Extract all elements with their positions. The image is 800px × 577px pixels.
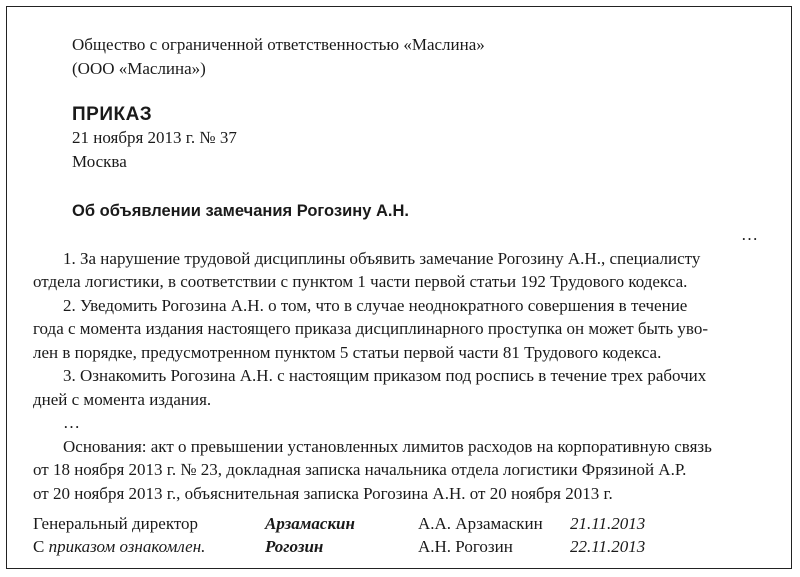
body-line: Основания: акт о превышении установленных лимитов расходов на корпоративную связь <box>63 436 712 456</box>
organization-header <box>72 33 485 80</box>
director-position: Генеральный директор <box>33 514 199 533</box>
order-subject: Об объявлении замечания Рогозину А.Н. <box>72 202 409 220</box>
order-meta <box>72 126 237 173</box>
signature-col-position <box>33 512 205 558</box>
order-body <box>33 223 765 505</box>
body-line: дней с момента издания. <box>33 389 212 409</box>
body-line: 1. За нарушение трудовой дисциплины объявить замечание Рогозину А.Н., специалисту <box>63 248 701 268</box>
body-line: 3. Ознакомить Рогозина А.Н. с настоящим приказом под роспись в течение трех рабочих <box>63 366 707 385</box>
acknowledged-date: 22.11.2013 <box>570 537 646 556</box>
acknowledged-signature: Рогозин <box>265 537 324 556</box>
signature-col-name <box>418 512 543 558</box>
body-line: отдела логистики, в соответствии с пунктом 1 части первой статьи 192 Трудового кодекса. <box>33 272 688 291</box>
organization-short-name: (ООО «Маслина») <box>72 58 206 78</box>
body-line: 2. Уведомить Рогозина А.Н. о том, что в случае неоднократного совершения в течение <box>63 295 688 315</box>
organization-full-name: Общество с ограниченной ответственностью «Маслина» <box>72 35 485 54</box>
order-date-number: 21 ноября 2013 г. № 37 <box>72 128 237 147</box>
body-line: от 20 ноября 2013 г., объяснительная записка Рогозина А.Н. от 20 ноября 2013 г. <box>33 483 613 503</box>
director-signature: Арзамаскин <box>265 514 355 533</box>
body-line: … <box>741 225 758 244</box>
acknowledged-label <box>33 535 205 558</box>
director-date: 21.11.2013 <box>570 514 646 533</box>
signature-col-date <box>570 512 645 558</box>
body-line: лен в порядке, предусмотренном пунктом 5 статьи первой части 81 Трудового кодекса. <box>33 342 662 362</box>
acknowledged-label-italic: приказом ознакомлен. <box>48 537 206 556</box>
signature-col-signature <box>265 512 355 558</box>
order-city: Москва <box>72 151 127 171</box>
body-line: от 18 ноября 2013 г. № 23, докладная записка начальника отдела логистики Фрязиной А.Р. <box>33 460 687 479</box>
body-line: года с момента издания настоящего приказа дисциплинарного проступка он может быть уво- <box>33 319 708 338</box>
acknowledged-prefix: С <box>33 537 49 556</box>
director-name: А.А. Арзамаскин <box>418 514 543 533</box>
acknowledged-name: А.Н. Рогозин <box>418 537 513 556</box>
body-line: … <box>63 413 80 432</box>
order-title: ПРИКАЗ <box>72 104 153 125</box>
